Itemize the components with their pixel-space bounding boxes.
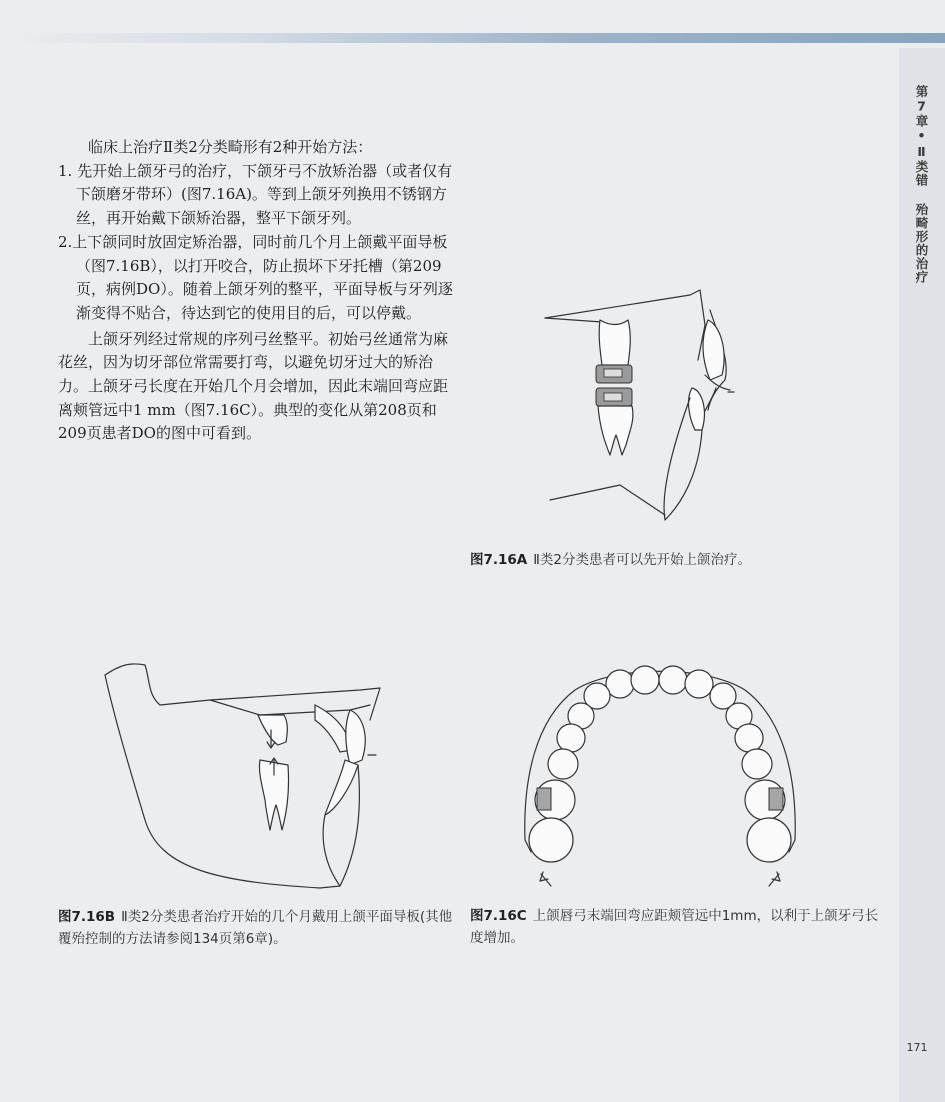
figure-7-16c-illustration — [515, 660, 805, 890]
figure-7-16c-caption — [470, 905, 880, 949]
caption-text: 上颌唇弓末端回弯应距颊管远中1mm，以利于上颌牙弓长度增加。 — [470, 908, 879, 946]
caption-text: Ⅱ类2分类患者治疗开始的几个月戴用上颌平面导板(其他覆殆控制的方法请参阅134页第6章)。 — [58, 909, 453, 947]
figure-7-16b-illustration — [100, 660, 400, 890]
list-item: 2.上下颌同时放固定矫治器，同时前几个月上颌戴平面导板（图7.16B），以打开咬合，防止损坏下牙托槽（第209页，病例DO）。随着上颌牙列的整平，平面导板与牙列逐渐变得不贴合，待达到它的使用目的后，可以停戴。 — [58, 232, 453, 322]
caption-text: Ⅱ类2分类患者可以先开始上颌治疗。 — [533, 552, 751, 568]
figure-7-16a-illustration — [540, 280, 750, 540]
list-item: 1. 先开始上颌牙弓的治疗，下颌牙弓不放矫治器（或者仅有下颌磨牙带环）(图7.16A)。等到上颌牙列换用不锈钢方丝，再开始戴下颌矫治器，整平下颌牙列。 — [58, 161, 453, 228]
page-number: 171 — [906, 1041, 928, 1054]
figure-label: 图7.16A — [470, 552, 528, 568]
figure-7-16b-caption — [58, 906, 458, 950]
header-accent-bar — [0, 33, 945, 43]
figure-7-16a-caption — [470, 549, 890, 571]
chapter-label: 第7章•Ⅱ类错 殆畸形的治疗 — [914, 85, 929, 284]
main-text — [58, 136, 453, 446]
intro-paragraph: 临床上治疗Ⅱ类2分类畸形有2种开始方法： — [88, 138, 373, 156]
figure-label: 图7.16C — [470, 908, 527, 924]
body-paragraph: 上颌牙列经过常规的序列弓丝整平。初始弓丝通常为麻花丝，因为切牙部位常需要打弯，以避免切牙过大的矫治力。上颌牙弓长度在开始几个月会增加，因此末端回弯应距离颊管远中1 mm（图7.16C）。典型的变化从第208页和209页患者DO的图中可看到。 — [58, 329, 449, 443]
figure-label: 图7.16B — [58, 909, 116, 925]
